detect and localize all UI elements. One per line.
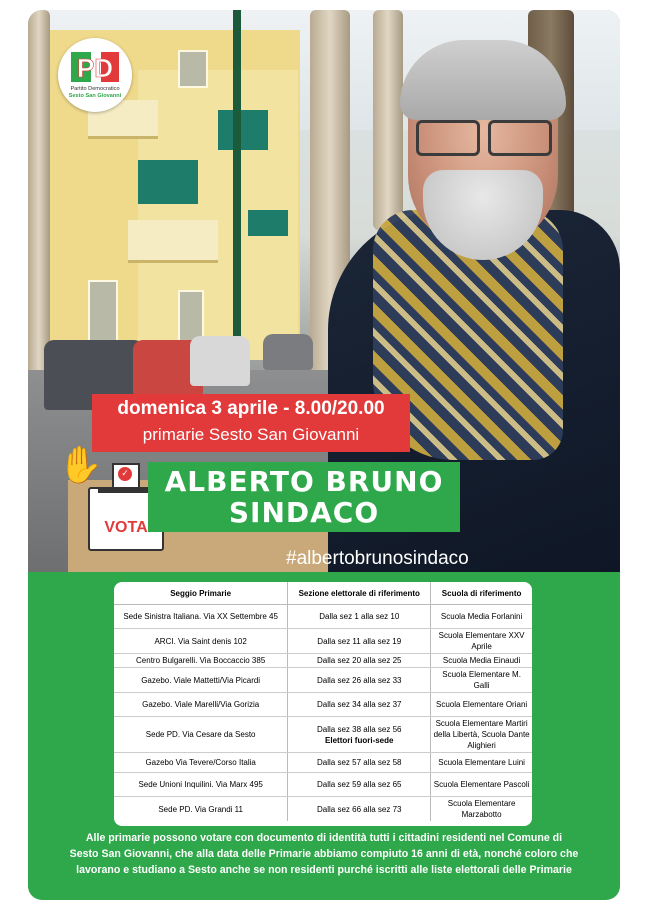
check-icon: ✓	[118, 467, 132, 481]
cell-seggio: Gazebo. Viale Marelli/Via Gorizia	[114, 693, 288, 717]
table-row	[114, 717, 532, 753]
eligibility-line3: lavorano e studiano a Sesto anche se non residenti purché iscritti alle liste elettorali delle Primarie	[76, 864, 572, 876]
cell-seggio: Sede PD. Via Cesare da Sesto	[114, 717, 288, 753]
eligibility-line1: Alle primarie possono votare con documento di identità tutti i cittadini residenti nel Comune di	[85, 832, 563, 844]
cell-sezione	[288, 717, 431, 753]
hashtag: #albertobrunosindaco	[286, 548, 469, 569]
table-row	[114, 654, 532, 668]
polling-table	[114, 582, 532, 826]
cell-sezione: Dalla sez 11 alla sez 19	[288, 629, 431, 654]
candidate-banner	[148, 462, 460, 532]
cell-scuola: Scuola Media Einaudi	[431, 654, 532, 668]
candidate-role: SINDACO	[228, 496, 380, 529]
logo-line1: Partito Democratico	[70, 86, 120, 92]
header-scuola: Scuola di riferimento	[431, 582, 532, 605]
cell-sezione: Dalla sez 1 alla sez 10	[288, 605, 431, 629]
cell-sezione-text: Dalla sez 38 alla sez 56	[317, 724, 402, 734]
date-banner	[92, 394, 410, 452]
candidate-name: ALBERTO BRUNO	[164, 465, 444, 498]
cell-seggio: ARCI. Via Saint denis 102	[114, 629, 288, 654]
eligibility-line2: Sesto San Giovanni, che alla data delle Primarie abbiamo compiuto 16 anni di età, nonché coloro che	[69, 848, 579, 860]
cell-scuola: Scuola Elementare XXV Aprile	[431, 629, 532, 654]
cell-scuola: Scuola Elementare Martiri della Libertà, Scuola Dante Alighieri	[431, 717, 532, 753]
pd-logo	[58, 38, 132, 112]
cell-scuola: Scuola Elementare Pascoli	[431, 773, 532, 797]
table-row	[114, 605, 532, 629]
date-line: domenica 3 aprile - 8.00/20.00	[117, 398, 385, 419]
cell-seggio: Sede Sinistra Italiana. Via XX Settembre 45	[114, 605, 288, 629]
cell-sezione: Dalla sez 57 alla sez 58	[288, 753, 431, 773]
cell-seggio: Gazebo Via Tevere/Corso Italia	[114, 753, 288, 773]
header-seggio: Seggio Primarie	[114, 582, 288, 605]
table-row	[114, 629, 532, 654]
cell-scuola: Scuola Elementare Oriani	[431, 693, 532, 717]
eligibility-note	[28, 830, 620, 878]
hand-icon: ✋	[58, 445, 103, 486]
cell-sezione: Dalla sez 20 alla sez 25	[288, 654, 431, 668]
cell-scuola: Scuola Media Forlanini	[431, 605, 532, 629]
cell-sezione: Dalla sez 34 alla sez 37	[288, 693, 431, 717]
pd-logo-mark	[71, 52, 119, 82]
cell-seggio: Gazebo. Viale Mattetti/Via Picardi	[114, 668, 288, 693]
cell-sezione-note: Elettori fuori-sede	[325, 735, 394, 745]
table-row	[114, 693, 532, 717]
event-subtitle: primarie Sesto San Giovanni	[142, 425, 360, 444]
green-frame	[28, 10, 620, 900]
table-row	[114, 773, 532, 797]
cell-scuola: Scuola Elementare M. Galli	[431, 668, 532, 693]
vota-label: VOTA	[104, 519, 148, 536]
cell-scuola: Scuola Elementare Marzabotto	[447, 799, 516, 819]
cell-sezione: Dalla sez 59 alla sez 65	[288, 773, 431, 797]
svg-text:PD: PD	[76, 53, 114, 82]
table-row	[114, 753, 532, 773]
cell-scuola: Scuola Elementare Luini	[431, 753, 532, 773]
glasses	[416, 120, 556, 154]
logo-line2: Sesto San Giovanni	[68, 93, 122, 99]
cell-seggio: Sede Unioni Inquilini. Via Marx 495	[114, 773, 288, 797]
cell-sezione: Dalla sez 66 alla sez 73	[288, 797, 431, 822]
cell-seggio: Centro Bulgarelli. Via Boccaccio 385	[114, 654, 288, 668]
cell-seggio: Sede PD. Via Grandi 11	[114, 797, 288, 822]
table-row	[114, 668, 532, 693]
table-header-row	[114, 582, 532, 605]
header-sezione: Sezione elettorale di riferimento	[288, 582, 431, 605]
cell-sezione: Dalla sez 26 alla sez 33	[288, 668, 431, 693]
table-row	[114, 797, 532, 822]
